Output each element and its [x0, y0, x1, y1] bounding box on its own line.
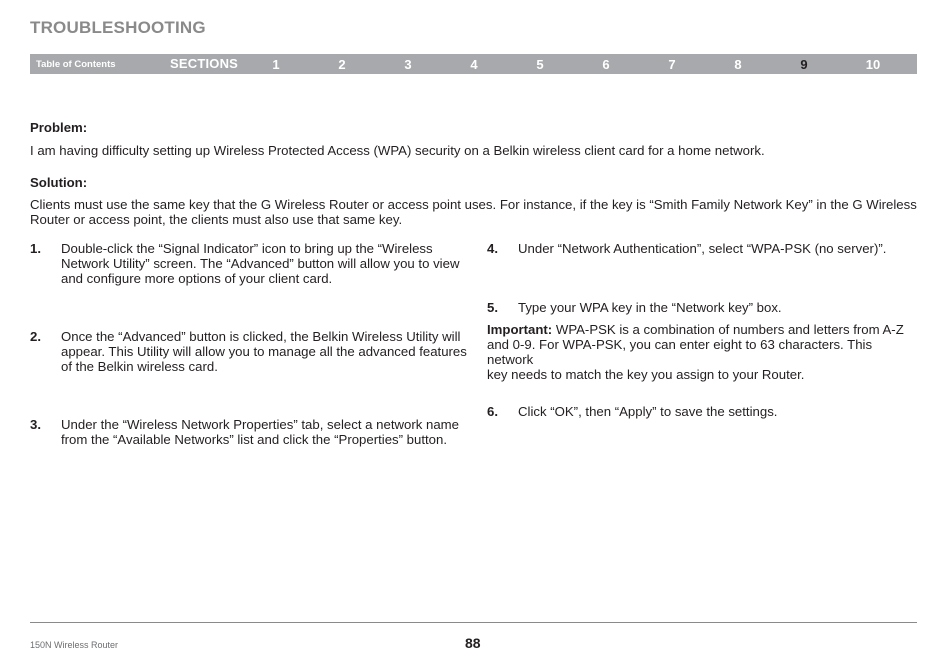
- step-text-line: from the “Available Networks” list and click the “Properties” button.: [61, 432, 448, 447]
- important-text-line-2: and 0-9. For WPA-PSK, you can enter eight to 63 characters. This network: [487, 337, 873, 367]
- step-text-line: Under “Network Authentication”, select “WPA-PSK (no server)”.: [518, 241, 887, 256]
- step-number: 1.: [30, 241, 41, 256]
- important-label: Important:: [487, 322, 553, 337]
- step-text-line: Network Utility” screen. The “Advanced” button will allow you to view: [61, 256, 460, 271]
- table-of-contents-link[interactable]: Table of Contents: [36, 59, 116, 70]
- important-note: [487, 322, 917, 382]
- footer-divider: [30, 622, 917, 623]
- step-text-line: Double-click the “Signal Indicator” icon to bring up the “Wireless: [61, 241, 433, 256]
- page-title: TROUBLESHOOTING: [30, 18, 206, 37]
- section-link-2[interactable]: 2: [338, 57, 346, 72]
- step-number: 4.: [487, 241, 498, 256]
- page-number: 88: [465, 635, 481, 651]
- important-text-line-3: key needs to match the key you assign to your Router.: [487, 367, 805, 382]
- problem-text: I am having difficulty setting up Wireless Protected Access (WPA) security on a Belkin wireless client card for a home network.: [30, 143, 765, 158]
- step-text-line: Once the “Advanced” button is clicked, the Belkin Wireless Utility will: [61, 329, 461, 344]
- section-link-1[interactable]: 1: [272, 57, 280, 72]
- step-text-line: Type your WPA key in the “Network key” box.: [518, 300, 782, 315]
- sections-label: SECTIONS: [170, 56, 239, 71]
- step-number: 3.: [30, 417, 41, 432]
- step-text-line: and configure more options of your client card.: [61, 271, 333, 286]
- section-link-4[interactable]: 4: [470, 57, 478, 72]
- section-link-3[interactable]: 3: [404, 57, 412, 72]
- step-number: 6.: [487, 404, 498, 419]
- step-number: 5.: [487, 300, 498, 315]
- step-text-line: of the Belkin wireless card.: [61, 359, 218, 374]
- section-link-5[interactable]: 5: [536, 57, 544, 72]
- step-text-line: Under the “Wireless Network Properties” tab, select a network name: [61, 417, 459, 432]
- important-text-line-1: WPA-PSK is a combination of numbers and letters from A-Z: [552, 322, 904, 337]
- section-link-7[interactable]: 7: [668, 57, 676, 72]
- step-number: 2.: [30, 329, 41, 344]
- step-text-line: appear. This Utility will allow you to manage all the advanced features: [61, 344, 467, 359]
- section-link-6[interactable]: 6: [602, 57, 610, 72]
- section-link-8[interactable]: 8: [734, 57, 742, 72]
- solution-text-line-1: Clients must use the same key that the G Wireless Router or access point uses. For instance, if the key is “Smith Family Network Key” in the G Wireless: [30, 197, 917, 212]
- step-text-line: Click “OK”, then “Apply” to save the settings.: [518, 404, 778, 419]
- solution-text-line-2: Router or access point, the clients must also use that same key.: [30, 212, 403, 227]
- problem-heading: Problem:: [30, 120, 88, 135]
- solution-heading: Solution:: [30, 175, 88, 190]
- footer-product-name: 150N Wireless Router: [30, 640, 119, 650]
- section-link-9-active[interactable]: 9: [800, 57, 808, 72]
- section-link-10[interactable]: 10: [865, 57, 881, 72]
- section-navigation-bar: [30, 54, 917, 74]
